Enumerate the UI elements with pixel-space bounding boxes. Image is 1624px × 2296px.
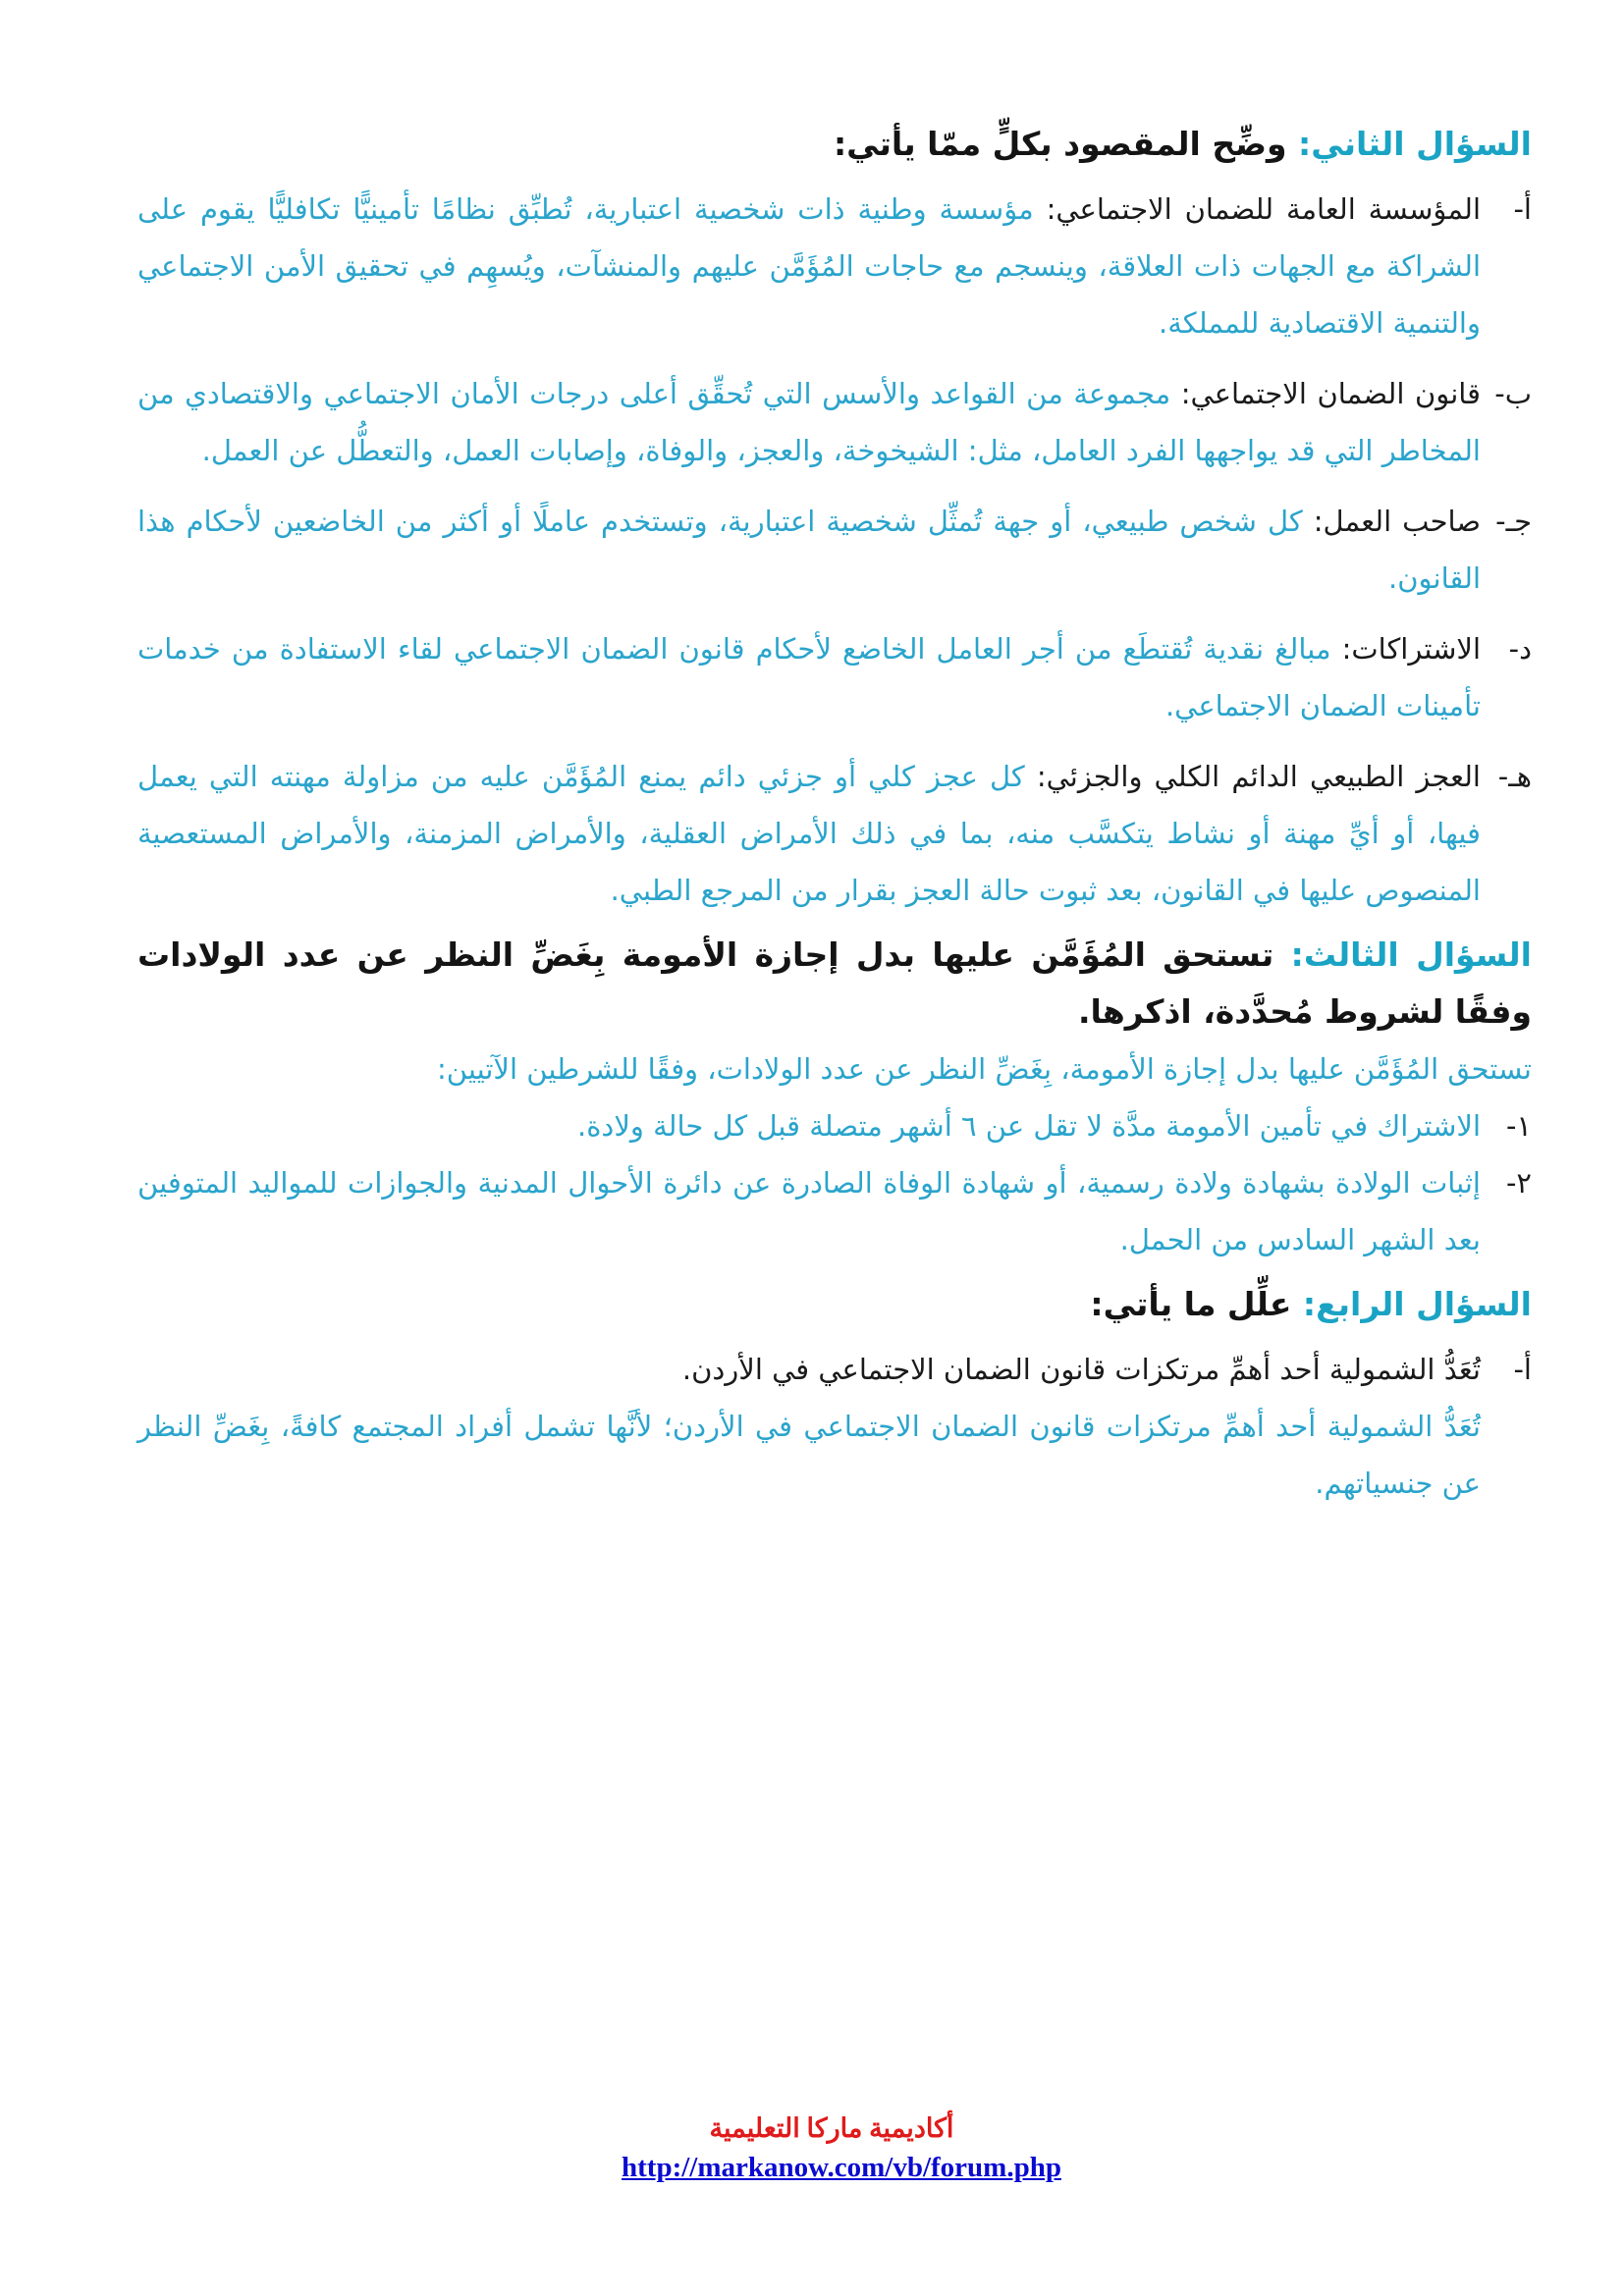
question-2-text: وضِّح المقصود بكلٍّ ممّا يأتي:: [833, 125, 1287, 163]
item-marker: د-: [1508, 632, 1532, 666]
question-4-text: علِّل ما يأتي:: [1090, 1285, 1292, 1323]
item-marker: أ-: [1513, 192, 1532, 226]
condition-marker: ٢-: [1505, 1166, 1532, 1200]
q2-item-e: [137, 748, 1532, 919]
worksheet-page: [137, 116, 1532, 1512]
footer: [0, 2109, 1624, 2187]
item-term: العجز الطبيعي الدائم الكلي والجزئي:: [1036, 760, 1481, 793]
q2-item-b: [137, 365, 1532, 479]
question-3-heading: [137, 927, 1532, 1041]
item-definition: مبالغ نقدية تُقتطَع من أجر العامل الخاضع لأحكام قانون الضمان الاجتماعي لقاء الاستفادة من خدمات تأمينات الضمان الاجتماعي.: [137, 632, 1481, 722]
item-marker: هـ-: [1497, 760, 1532, 793]
condition-text: الاشتراك في تأمين الأمومة مدَّة لا تقل عن ٦ أشهر متصلة قبل كل حالة ولادة.: [577, 1109, 1481, 1143]
item-term: قانون الضمان الاجتماعي:: [1180, 377, 1482, 410]
question-4-label: السؤال الرابع:: [1302, 1285, 1532, 1323]
item-marker: ب-: [1494, 377, 1532, 410]
question-2-heading: [137, 116, 1532, 173]
item-definition: مؤسسة وطنية ذات شخصية اعتبارية، تُطبِّق نظامًا تأمينيًّا تكافليًّا يقوم على الشراكة مع الجهات ذات العلاقة، وينسجم مع حاجات المُؤَمَّن عليهم والمنشآت، ويُسهِم في تحقيق الأمن الاجتماعي والتنمية الاقتصادية للمملكة.: [137, 192, 1481, 340]
q3-condition-1: [137, 1097, 1532, 1154]
q4-item-a-answer: [137, 1398, 1532, 1512]
footer-forum-link[interactable]: http://markanow.com/vb/forum.php: [622, 2152, 1061, 2183]
item-answer: تُعَدُّ الشمولية أحد أهمِّ مرتكزات قانون الضمان الاجتماعي في الأردن؛ لأنَّها تشمل أفراد المجتمع كافةً، بِغَضِّ النظر عن جنسياتهم.: [137, 1410, 1481, 1500]
question-4-heading: [137, 1276, 1532, 1333]
footer-academy-name: أكاديمية ماركا التعليمية: [709, 2113, 954, 2143]
q4-item-a: [137, 1341, 1532, 1398]
item-definition: مجموعة من القواعد والأسس التي تُحقِّق أعلى درجات الأمان الاجتماعي والاقتصادي من المخاطر التي قد يواجهها الفرد العامل، مثل: الشيخوخة، والعجز، والوفاة، وإصابات العمل، والتعطُّل عن العمل.: [137, 377, 1481, 467]
item-statement: تُعَدُّ الشمولية أحد أهمِّ مرتكزات قانون الضمان الاجتماعي في الأردن.: [681, 1353, 1481, 1386]
item-marker: أ-: [1513, 1353, 1532, 1386]
item-definition: كل شخص طبيعي، أو جهة تُمثِّل شخصية اعتبارية، وتستخدم عاملًا أو أكثر من الخاضعين لأحكام هذا القانون.: [137, 505, 1481, 595]
question-3-label: السؤال الثالث:: [1290, 935, 1532, 974]
q2-item-a: [137, 181, 1532, 351]
condition-marker: ١-: [1505, 1109, 1532, 1143]
question-3-text: تستحق المُؤَمَّن عليها بدل إجازة الأمومة بِغَضِّ النظر عن عدد الولادات وفقًا لشروط مُحدَّدة، اذكرها.: [137, 935, 1532, 1031]
item-definition: كل عجز كلي أو جزئي دائم يمنع المُؤَمَّن عليه من مزاولة مهنته التي يعمل فيها، أو أيِّ مهنة أو نشاط يتكسَّب منه، بما في ذلك الأمراض العقلية، والأمراض المزمنة، والأمراض المستعصية المنصوص عليها في القانون، بعد ثبوت حالة العجز بقرار من المرجع الطبي.: [137, 760, 1481, 907]
question-3-answer-intro: تستحق المُؤَمَّن عليها بدل إجازة الأمومة، بِغَضِّ النظر عن عدد الولادات، وفقًا للشرطين الآتيين:: [437, 1052, 1532, 1086]
question-2-label: السؤال الثاني:: [1298, 125, 1532, 163]
q2-item-c: [137, 493, 1532, 607]
item-term: صاحب العمل:: [1313, 505, 1482, 538]
item-marker: جـ-: [1495, 505, 1532, 538]
q2-item-d: [137, 620, 1532, 734]
condition-text: إثبات الولادة بشهادة ولادة رسمية، أو شهادة الوفاة الصادرة عن دائرة الأحوال المدنية والجوازات للمواليد المتوفين بعد الشهر السادس من الحمل.: [137, 1166, 1481, 1256]
item-term: المؤسسة العامة للضمان الاجتماعي:: [1046, 192, 1482, 226]
item-term: الاشتراكات:: [1341, 632, 1482, 666]
q3-condition-2: [137, 1154, 1532, 1268]
